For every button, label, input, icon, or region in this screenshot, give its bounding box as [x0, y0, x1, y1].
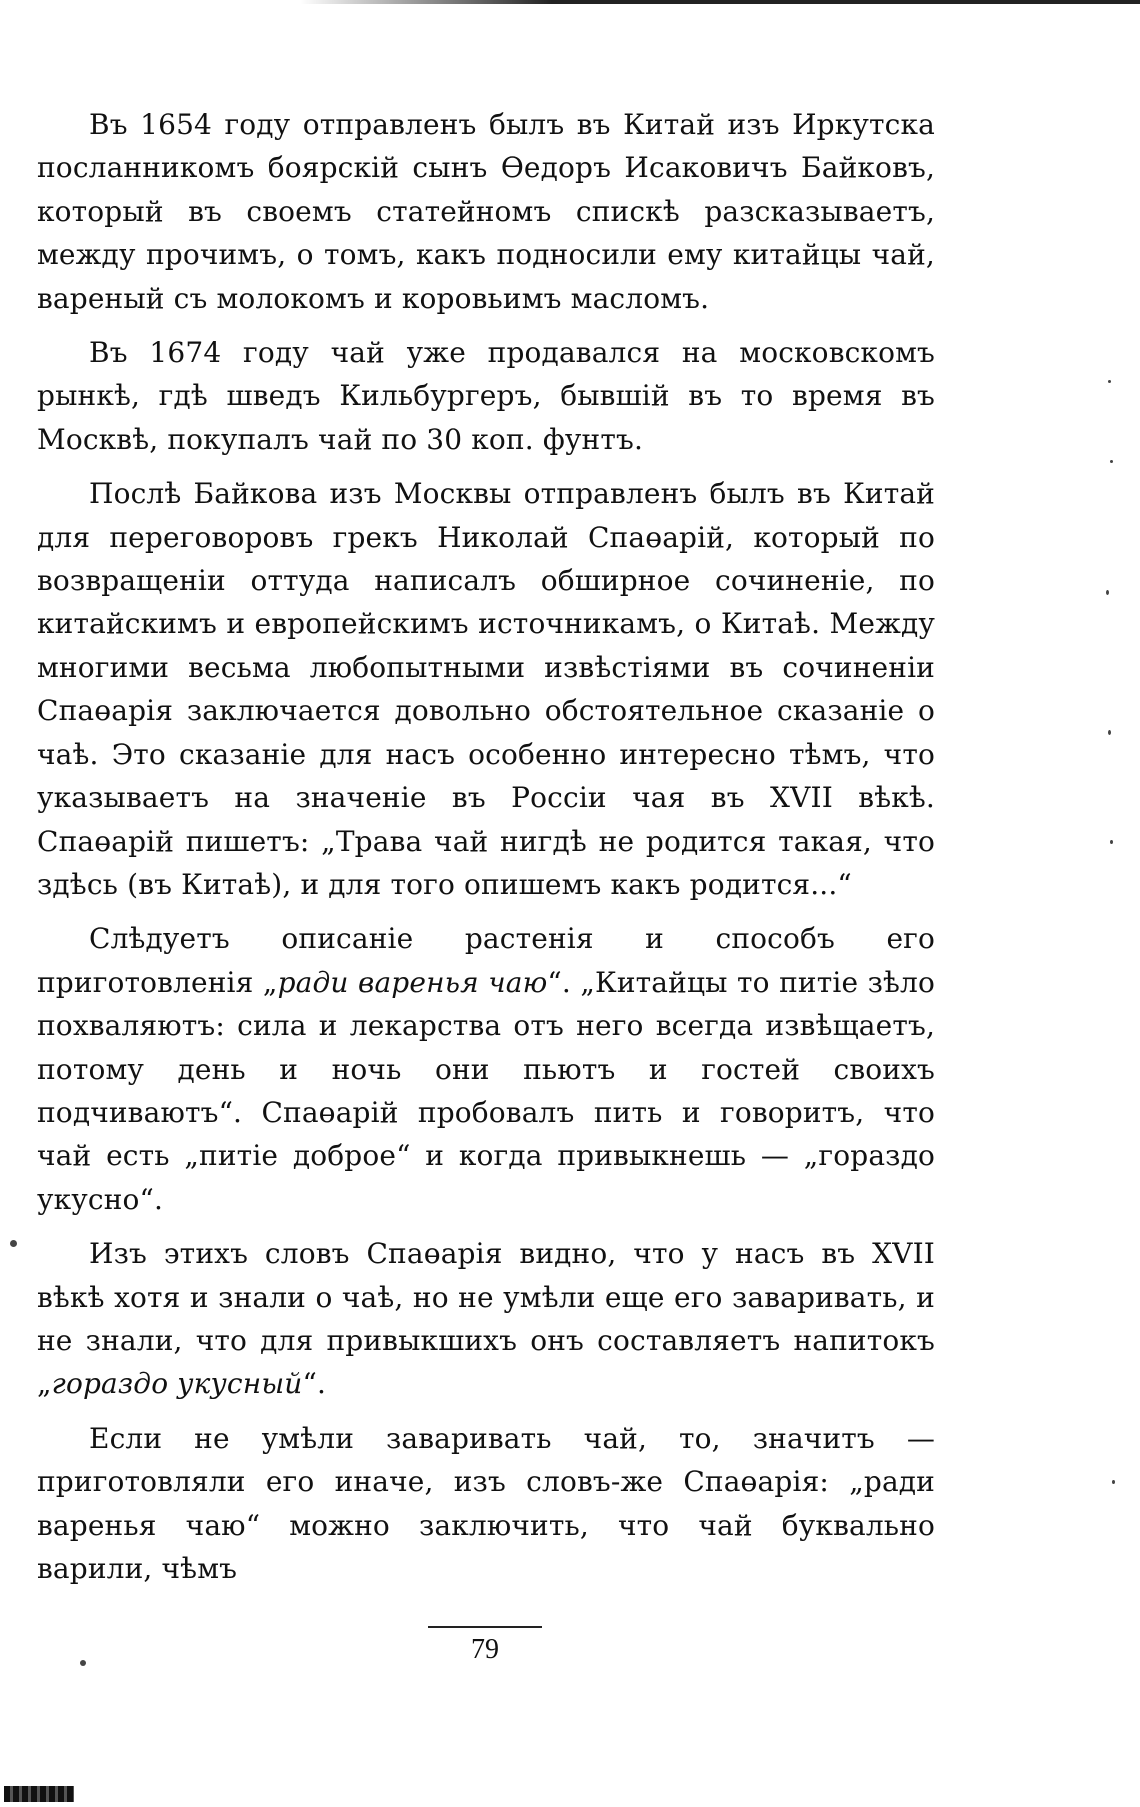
paragraph-text: “. „Китайцы то питіе зѣло похваляютъ: сила и лекарства отъ него всегда извѣщаетъ, потому день и ночь они пьютъ и гостей своихъ подчиваютъ“. Спаөарій пробовалъ пить и говоритъ, что чай есть „питіе доброе“ и когда привыкнешь — „гораздо укусно“. [37, 965, 935, 1216]
paragraph-2 [37, 331, 935, 461]
scan-speck [10, 1240, 17, 1247]
paragraph-text: Слѣдуетъ описаніе растенія и способъ его приготовленія „ [37, 922, 935, 999]
scan-speck [1110, 460, 1113, 463]
footer-rule [428, 1626, 542, 1628]
body-text [37, 103, 935, 1601]
paragraph-text: Въ 1654 году отправленъ былъ въ Китай изъ Иркутска посланникомъ боярскій сынъ Өедоръ Исаковичъ Байковъ, который въ своемъ статейномъ спискѣ разсказываетъ, между прочимъ, о томъ, какъ подносили ему китайцы чай, вареный съ молокомъ и коровьимъ масломъ. [37, 108, 935, 315]
paragraph-6 [37, 1417, 935, 1591]
top-edge-rule [300, 0, 1140, 4]
scan-speck [1108, 730, 1111, 735]
paragraph-3 [37, 472, 935, 906]
scan-speck [1108, 380, 1111, 383]
paragraph-text: Изъ этихъ словъ Спаөарія видно, что у насъ въ XVII вѣкѣ хотя и знали о чаѣ, но не умѣли еще его заваривать, и не знали, что для привыкшихъ онъ составляетъ напитокъ „ [37, 1237, 935, 1401]
paragraph-text: Въ 1674 году чай уже продавался на московскомъ рынкѣ, гдѣ шведъ Кильбургеръ, бывшій въ то время въ Москвѣ, покупалъ чай по 30 коп. фунтъ. [37, 336, 935, 456]
paragraph-1 [37, 103, 935, 320]
page-footer [428, 1626, 542, 1666]
paragraph-5 [37, 1232, 935, 1406]
paragraph-text: Если не умѣли заваривать чай, то, значитъ — приготовляли его иначе, изъ словъ-же Спаөарія: „ради варенья чаю“ можно заключить, что чай буквально варили, чѣмъ [37, 1421, 935, 1585]
paragraph-text: Послѣ Байкова изъ Москвы отправленъ былъ въ Китай для переговоровъ грекъ Николай Спаөарій, который по возвращеніи оттуда написалъ обширное сочиненіе, по китайскимъ и европейскимъ источникамъ, о Китаѣ. Между многими весьма любопытными извѣстіями въ сочиненіи Спаөарія заключается довольно обстоятельное сказаніе о чаѣ. Это сказаніе для насъ особенно интересно тѣмъ, что указываетъ на значеніе въ Россіи чая въ XVII вѣкѣ. Спаөарій пишетъ: „Трава чай нигдѣ не родится такая, что здѣсь (въ Китаѣ), и для того опишемъ какъ родится...“ [37, 477, 935, 901]
scan-speck [80, 1660, 86, 1666]
italic-quote: ради варенья чаю [277, 965, 548, 999]
scan-speck [1112, 1480, 1115, 1484]
scan-speck [1106, 590, 1109, 595]
scan-speck [1110, 840, 1113, 844]
italic-quote: гораздо укусный [51, 1367, 303, 1401]
paragraph-4 [37, 917, 935, 1221]
page-number: 79 [471, 1634, 499, 1665]
scan-edge-mark [4, 1786, 74, 1802]
paragraph-text: “. [302, 1367, 326, 1401]
